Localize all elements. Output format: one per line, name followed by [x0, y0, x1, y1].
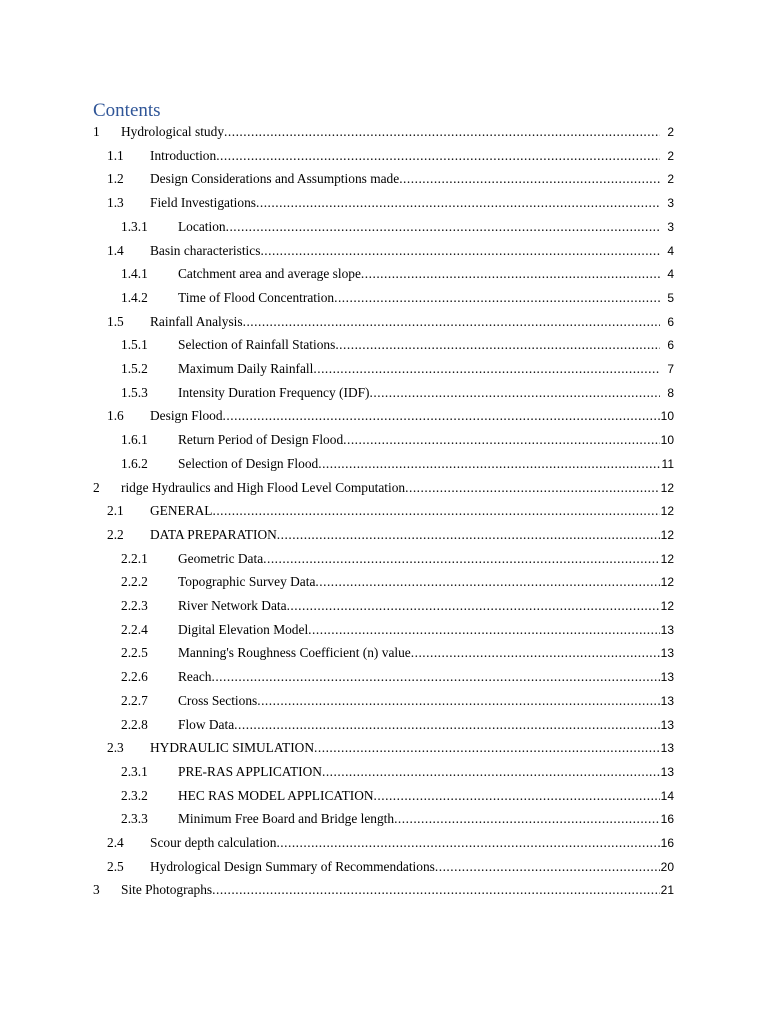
dot-leader [374, 785, 660, 807]
toc-entry-title-with-leader [178, 453, 660, 475]
toc-entry-page-number: 13 [660, 717, 674, 732]
toc-entry-title-with-leader [178, 287, 660, 309]
toc-entry-title[interactable]: Design Considerations and Assumptions made [150, 171, 400, 187]
toc-entry[interactable] [0, 524, 768, 546]
toc-entry-number: 1 [93, 124, 100, 139]
toc-entry-title[interactable]: Hydrological Design Summary of Recommendations [150, 858, 435, 874]
dot-leader [287, 595, 660, 617]
toc-entry[interactable] [0, 216, 768, 238]
toc-entry-page-number: 12 [660, 504, 674, 519]
toc-entry[interactable] [0, 642, 768, 664]
toc-entry-page-number: 12 [660, 480, 674, 495]
toc-entry-page-number: 5 [667, 290, 674, 305]
toc-entry-page-number: 13 [660, 741, 674, 756]
toc-entry-title[interactable]: Flow Data [178, 716, 235, 732]
toc-entry-title[interactable]: Site Photographs [121, 882, 213, 898]
dot-leader [314, 737, 660, 759]
dot-leader [335, 334, 660, 356]
toc-entry[interactable] [0, 571, 768, 593]
toc-entry-number: 1.4.2 [121, 289, 148, 305]
toc-entry-title-with-leader [178, 571, 660, 593]
toc-entry[interactable] [0, 690, 768, 712]
toc-entry-title-with-leader [150, 856, 660, 878]
toc-entry-number: 1.4 [107, 242, 124, 258]
toc-entry-page-number: 7 [667, 362, 674, 376]
toc-entry-title[interactable]: Design Flood [150, 408, 223, 424]
dot-leader [212, 879, 660, 901]
toc-entry-number: 1.6.1 [121, 432, 148, 448]
toc-entry-title-with-leader [150, 240, 660, 262]
toc-entry-title[interactable]: Digital Elevation Model [178, 621, 309, 637]
dot-leader [223, 405, 660, 427]
toc-entry-number: 2.2.6 [121, 669, 148, 685]
dot-leader [394, 808, 660, 830]
toc-entry-number: 1.3.1 [121, 218, 148, 234]
dot-leader [224, 121, 660, 143]
toc-entry[interactable] [0, 808, 768, 830]
toc-entry-page-number: 6 [667, 338, 674, 353]
toc-entry[interactable] [0, 761, 768, 783]
dot-leader [334, 287, 660, 309]
toc-entry[interactable] [0, 737, 768, 759]
toc-entry-page-number: 6 [667, 314, 674, 329]
toc-entry-number: 1.5.3 [121, 384, 148, 400]
toc-entry-number: 2.2.1 [121, 550, 148, 566]
toc-entry[interactable] [0, 500, 768, 522]
toc-entry-page-number: 13 [660, 646, 674, 661]
toc-entry[interactable] [0, 145, 768, 167]
dot-leader [343, 429, 660, 451]
toc-entry-title-with-leader [178, 619, 660, 641]
toc-entry-title[interactable]: ridge Hydraulics and High Flood Level Computation [121, 479, 406, 495]
toc-entry[interactable] [0, 405, 768, 427]
toc-entry-title-with-leader [150, 832, 660, 854]
toc-entry[interactable] [0, 477, 768, 499]
dot-leader [405, 477, 660, 499]
toc-entry-title[interactable]: PRE-RAS APPLICATION [178, 763, 322, 779]
toc-entry-number: 2.2 [107, 526, 124, 542]
toc-entry-title[interactable]: Geometric Data [178, 550, 264, 566]
toc-entry-number: 1.1 [107, 147, 124, 163]
dot-leader [256, 192, 660, 214]
toc-entry-page-number: 11 [661, 456, 674, 471]
toc-entry-page-number: 10 [660, 433, 674, 448]
toc-entry[interactable] [0, 168, 768, 190]
toc-entry-title-with-leader [178, 714, 660, 736]
toc-entry-number: 2.1 [107, 503, 124, 519]
toc-entry-title-with-leader [150, 405, 660, 427]
toc-entry-number: 2.2.5 [121, 645, 148, 661]
toc-entry[interactable] [0, 619, 768, 641]
toc-entry-title[interactable]: DATA PREPARATION [150, 526, 277, 542]
toc-entry-number: 2.2.8 [121, 716, 148, 732]
dot-leader [277, 524, 660, 546]
toc-entry[interactable] [0, 287, 768, 309]
toc-entry-number: 1.6 [107, 408, 124, 424]
toc-entry-title-with-leader [150, 311, 660, 333]
dot-leader [257, 690, 660, 712]
toc-entry[interactable] [0, 382, 768, 404]
dot-leader [263, 548, 660, 570]
toc-entry-title-with-leader [178, 263, 660, 285]
toc-entry-page-number: 3 [667, 196, 674, 211]
toc-entry[interactable] [0, 879, 768, 901]
toc-entry-title[interactable]: Scour depth calculation [150, 835, 277, 850]
toc-entry-title[interactable]: Reach [178, 669, 212, 685]
toc-entry-title-with-leader [178, 808, 660, 830]
toc-entry-number: 1.5.1 [121, 337, 148, 353]
toc-entry-number: 2.3.3 [121, 811, 148, 827]
dot-leader [276, 832, 660, 854]
toc-entry-page-number: 12 [660, 599, 674, 613]
toc-entry-title-with-leader [121, 879, 660, 901]
dot-leader [435, 856, 660, 878]
toc-entry-number: 2.3.1 [121, 763, 148, 779]
toc-entry-title[interactable]: Minimum Free Board and Bridge length [178, 811, 395, 827]
toc-entry[interactable] [0, 311, 768, 333]
dot-leader [212, 500, 660, 522]
toc-entry-title[interactable]: Field Investigations [150, 195, 257, 211]
toc-entry[interactable] [0, 856, 768, 878]
toc-entry-title[interactable]: Rainfall Analysis [150, 313, 243, 329]
toc-entry-page-number: 3 [667, 219, 674, 234]
toc-entry[interactable] [0, 785, 768, 807]
toc-entry-title-with-leader [178, 382, 660, 404]
toc-entry-page-number: 12 [660, 575, 674, 590]
dot-leader [313, 358, 660, 380]
toc-entry[interactable] [0, 240, 768, 262]
toc-entry-page-number: 14 [660, 788, 674, 803]
dot-leader [211, 666, 660, 688]
toc-entry-number: 1.2 [107, 171, 124, 187]
toc-entry-number: 1.4.1 [121, 266, 148, 282]
toc-entry-title-with-leader [121, 477, 660, 499]
dot-leader [243, 311, 660, 333]
toc-entry-number: 2.2.3 [121, 598, 148, 613]
toc-entry[interactable] [0, 121, 768, 143]
toc-entry-page-number: 12 [660, 551, 674, 566]
toc-entry-title-with-leader [150, 500, 660, 522]
toc-entry-title[interactable]: River Network Data [178, 598, 287, 613]
toc-entry[interactable] [0, 832, 768, 854]
toc-entry-title-with-leader [178, 334, 660, 356]
toc-entry-number: 2.4 [107, 835, 124, 850]
toc-entry-title[interactable]: Cross Sections [178, 692, 258, 708]
toc-entry-title-with-leader [178, 642, 660, 664]
toc-entry-title-with-leader [178, 358, 660, 380]
toc-entry-page-number: 16 [660, 836, 674, 850]
toc-entry-title[interactable]: Hydrological study [121, 124, 225, 139]
toc-entry-page-number: 13 [660, 764, 674, 779]
toc-entry-title[interactable]: Catchment area and average slope [178, 266, 361, 282]
dot-leader [370, 382, 660, 404]
toc-entry-title[interactable]: HYDRAULIC SIMULATION [150, 740, 315, 756]
dot-leader [260, 240, 660, 262]
toc-entry-title-with-leader [178, 761, 660, 783]
dot-leader [308, 619, 660, 641]
toc-entry-title-with-leader [150, 192, 660, 214]
toc-entry-page-number: 4 [667, 267, 674, 282]
toc-entry-number: 2.3.2 [121, 787, 148, 803]
dot-leader [318, 453, 660, 475]
toc-entry-title[interactable]: Maximum Daily Rainfall [178, 361, 314, 376]
dot-leader [216, 145, 660, 167]
toc-entry[interactable] [0, 334, 768, 356]
dot-leader [234, 714, 660, 736]
dot-leader [399, 168, 660, 190]
toc-entry-page-number: 13 [660, 670, 674, 685]
toc-entry[interactable] [0, 192, 768, 214]
dot-leader [361, 263, 660, 285]
toc-entry-title-with-leader [121, 121, 660, 143]
dot-leader [411, 642, 660, 664]
toc-entry-number: 2.2.2 [121, 574, 148, 590]
toc-entry-title[interactable]: Manning's Roughness Coefficient (n) value [178, 645, 411, 661]
toc-entry-number: 1.3 [107, 195, 124, 211]
toc-entry-page-number: 20 [660, 859, 674, 874]
toc-entry-page-number: 12 [660, 527, 674, 542]
toc-entry-title-with-leader [150, 168, 660, 190]
toc-entry-page-number: 10 [660, 409, 674, 424]
dot-leader [322, 761, 660, 783]
toc-entry-title-with-leader [178, 216, 660, 238]
toc-entry-title[interactable]: Intensity Duration Frequency (IDF) [178, 384, 370, 400]
toc-entry-title[interactable]: Introduction [150, 147, 217, 163]
toc-entry[interactable] [0, 358, 768, 380]
toc-entry[interactable] [0, 263, 768, 285]
toc-entry-number: 2.3 [107, 740, 124, 756]
toc-entry-title[interactable]: Selection of Design Flood [178, 455, 319, 471]
toc-entry-title[interactable]: HEC RAS MODEL APPLICATION [178, 787, 374, 803]
toc-entry-page-number: 2 [667, 148, 674, 163]
toc-entry-title-with-leader [150, 524, 660, 546]
toc-entry-title-with-leader [150, 145, 660, 167]
toc-entry-number: 2 [93, 479, 100, 495]
toc-entry-number: 1.6.2 [121, 455, 148, 471]
toc-entry-number: 3 [93, 882, 100, 898]
toc-entry-title-with-leader [150, 737, 660, 759]
toc-entry[interactable] [0, 714, 768, 736]
toc-entry-number: 2.2.7 [121, 692, 148, 708]
toc-entry-title[interactable]: Location [178, 218, 226, 234]
toc-entry-title-with-leader [178, 595, 660, 617]
dot-leader [315, 571, 660, 593]
toc-entry[interactable] [0, 548, 768, 570]
toc-entry-title[interactable]: Topographic Survey Data [178, 574, 316, 590]
toc-entry-title[interactable]: Return Period of Design Flood [178, 432, 344, 448]
toc-entry-page-number: 21 [660, 883, 674, 898]
toc-entry-number: 1.5 [107, 313, 124, 329]
toc-entry-title[interactable]: GENERAL [150, 503, 213, 519]
toc-entry-page-number: 13 [660, 693, 674, 708]
toc-entry-title[interactable]: Time of Flood Concentration [178, 289, 335, 305]
toc-entry-page-number: 4 [667, 243, 674, 258]
toc-entry[interactable] [0, 453, 768, 475]
toc-entry-page-number: 16 [660, 812, 674, 827]
toc-entry-number: 2.2.4 [121, 621, 148, 637]
toc-entry-page-number: 2 [667, 125, 674, 139]
toc-entry-page-number: 13 [660, 622, 674, 637]
toc-entry-page-number: 2 [667, 172, 674, 187]
toc-entry[interactable] [0, 429, 768, 451]
toc-heading: Contents [93, 100, 161, 121]
toc-entry-title-with-leader [178, 429, 660, 451]
toc-entry-title[interactable]: Basin characteristics [150, 242, 261, 258]
toc-entry[interactable] [0, 666, 768, 688]
toc-entry-title-with-leader [178, 785, 660, 807]
toc-entry[interactable] [0, 595, 768, 617]
toc-entry-title-with-leader [178, 548, 660, 570]
toc-entry-title-with-leader [178, 666, 660, 688]
toc-entry-page-number: 8 [667, 385, 674, 400]
toc-entry-title[interactable]: Selection of Rainfall Stations [178, 337, 336, 353]
toc-entry-title-with-leader [178, 690, 660, 712]
toc-entry-number: 1.5.2 [121, 361, 148, 376]
toc-entry-number: 2.5 [107, 858, 124, 874]
dot-leader [226, 216, 660, 238]
